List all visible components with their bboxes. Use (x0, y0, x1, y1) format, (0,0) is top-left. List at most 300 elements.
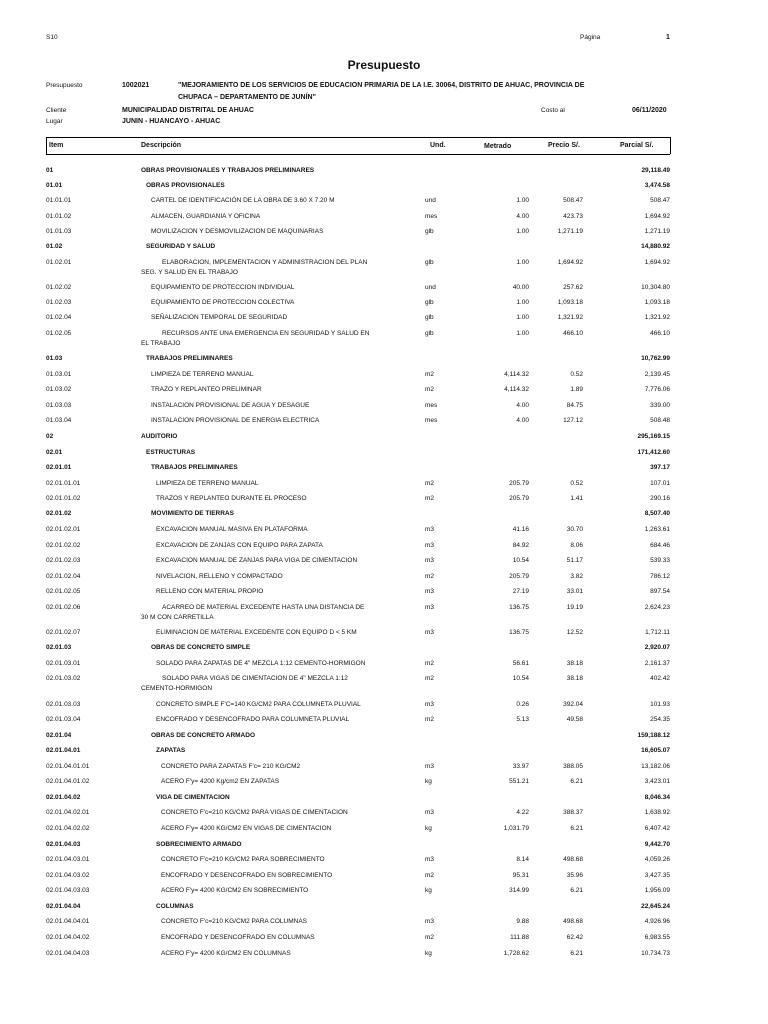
price-cell: 0.52 (570, 480, 583, 487)
description-cell: VIGA DE CIMENTACION (156, 794, 230, 801)
table-row (0, 181, 768, 190)
price-cell: 127.12 (563, 417, 583, 424)
item-cell: 02.01.02.06 (46, 604, 81, 611)
item-cell: 01.02.02 (46, 284, 72, 291)
description-cell: CONCRETO F'c=210 KG/CM2 PARA VIGAS DE CIMENTACION (161, 809, 348, 816)
column-header-und: Und. (430, 142, 446, 149)
description-cell: RECURSOS ANTE UNA EMERGENCIA EN SEGURIDAD Y SALUD EN EL TRABAJO (141, 330, 370, 347)
description-cell: SOBRECIMIENTO ARMADO (156, 841, 242, 848)
table-row (0, 572, 768, 581)
unit-cell: glb (425, 299, 434, 306)
unit-cell: m3 (425, 856, 435, 863)
price-cell: 1.41 (570, 495, 583, 502)
item-cell: 02.01.04.01 (46, 747, 81, 754)
table-row (0, 283, 768, 292)
description-cell: CONCRETO SIMPLE F'C=140 KG/CM2 PARA COLUMNETA PLUVIAL (156, 701, 361, 708)
table-row (0, 659, 768, 668)
price-cell: 49.58 (566, 716, 583, 723)
item-cell: 01.01.03 (46, 228, 72, 235)
table-row (0, 715, 768, 724)
metrado-cell: 1.00 (516, 330, 529, 337)
item-cell: 02.01.04.02.02 (46, 825, 90, 832)
table-row (0, 370, 768, 379)
metrado-cell: 1.00 (516, 299, 529, 306)
unit-cell: m3 (425, 604, 435, 611)
item-cell: 01 (46, 167, 54, 174)
table-header-bottom-border (46, 154, 670, 155)
partial-cell: 786.12 (650, 573, 670, 580)
description-cell: SEGURIDAD Y SALUD (146, 243, 216, 250)
item-cell: 01.02.01 (46, 259, 72, 266)
description-cell: ACARREO DE MATERIAL EXCEDENTE HASTA UNA DISTANCIA DE 30 M CON CARRETILLA (141, 604, 365, 621)
description-cell: ESTRUCTURAS (146, 449, 196, 456)
unit-cell: mes (425, 417, 438, 424)
item-cell: 02.01.04.04 (46, 903, 81, 910)
description-cell: CONCRETO PARA ZAPATAS F'c= 210 KG/CM2 (161, 763, 301, 770)
partial-cell: 1,694.92 (644, 213, 670, 220)
unit-cell: m3 (425, 918, 435, 925)
unit-cell: glb (425, 228, 434, 235)
item-cell: 02.01.03 (46, 644, 72, 651)
metrado-cell: 4.00 (516, 417, 529, 424)
partial-cell: 295,169.15 (637, 433, 670, 440)
table-row (0, 674, 768, 692)
metrado-cell: 1.00 (516, 259, 529, 266)
partial-cell: 2,920.07 (644, 644, 670, 651)
item-cell: 02.01.04.01.02 (46, 778, 90, 785)
item-cell: 02.01.03.03 (46, 701, 81, 708)
price-cell: 12.52 (566, 629, 583, 636)
unit-cell: m3 (425, 542, 435, 549)
price-cell: 1,321.92 (557, 314, 583, 321)
metrado-cell: 4.00 (516, 213, 529, 220)
metrado-cell: 33.97 (512, 763, 529, 770)
description-cell: ACERO F'y= 4200 KG/CM2 EN COLUMNAS (161, 950, 291, 957)
partial-cell: 29,118.49 (641, 167, 670, 174)
partial-cell: 1,712.11 (645, 629, 670, 636)
partial-cell: 684.46 (650, 542, 670, 549)
cliente-value: MUNICIPALIDAD DISTRITAL DE AHUAC (122, 107, 254, 114)
table-row (0, 416, 768, 425)
partial-cell: 402.42 (650, 675, 670, 682)
price-cell: 508.47 (563, 197, 583, 204)
partial-cell: 290.16 (650, 495, 670, 502)
partial-cell: 10,734.73 (641, 950, 670, 957)
partial-cell: 6,983.55 (644, 934, 670, 941)
table-row (0, 479, 768, 488)
unit-cell: kg (425, 778, 432, 785)
partial-cell: 2,161.37 (644, 660, 670, 667)
unit-cell: m2 (425, 660, 435, 667)
metrado-cell: 4,114.32 (504, 386, 529, 393)
partial-cell: 1,093.18 (644, 299, 670, 306)
description-cell: ALMACEN, GUARDIANIA Y OFICINA (151, 213, 261, 220)
description-cell: MOVIMIENTO DE TIERRAS (151, 510, 234, 517)
description-cell: COLUMNAS (156, 903, 194, 910)
table-row (0, 196, 768, 205)
table-row (0, 746, 768, 755)
partial-cell: 7,776.06 (644, 386, 670, 393)
description-cell: AUDITORIO (141, 433, 178, 440)
partial-cell: 107.01 (650, 480, 670, 487)
metrado-cell: 205.79 (509, 573, 529, 580)
price-cell: 423.73 (563, 213, 583, 220)
metrado-cell: 111.88 (510, 934, 529, 941)
description-cell: OBRAS DE CONCRETO ARMADO (151, 732, 256, 739)
item-cell: 02.01.04.02.01 (46, 809, 90, 816)
partial-cell: 397.17 (650, 464, 670, 471)
partial-cell: 101.93 (650, 701, 670, 708)
partial-cell: 3,423.01 (644, 778, 670, 785)
description-cell: TRABAJOS PRELIMINARES (146, 355, 233, 362)
metrado-cell: 1.00 (516, 228, 529, 235)
table-row (0, 242, 768, 251)
unit-cell: kg (425, 950, 432, 957)
item-cell: 02.01.04.01.01 (46, 763, 90, 770)
presupuesto-name-line2: CHUPACA – DEPARTAMENTO DE JUNÍN" (178, 94, 316, 101)
metrado-cell: 10.54 (512, 557, 529, 564)
table-row (0, 494, 768, 503)
description-cell: TRABAJOS PRELIMINARES (151, 464, 238, 471)
item-cell: 02.01.04.04.02 (46, 934, 90, 941)
description-cell: RELLENO CON MATERIAL PROPIO (156, 588, 264, 595)
price-cell: 6.21 (570, 825, 583, 832)
price-cell: 62.42 (566, 934, 583, 941)
price-cell: 1.89 (570, 386, 583, 393)
table-row (0, 463, 768, 472)
description-cell: TRAZOS Y REPLANTEO DURANTE EL PROCESO (156, 495, 307, 502)
table-row (0, 509, 768, 518)
table-row (0, 329, 768, 347)
metrado-cell: 314.99 (509, 887, 529, 894)
item-cell: 02.01 (46, 449, 63, 456)
unit-cell: m2 (425, 573, 435, 580)
item-cell: 01.02.04 (46, 314, 72, 321)
table-row (0, 643, 768, 652)
unit-cell: m3 (425, 588, 435, 595)
price-cell: 6.21 (570, 778, 583, 785)
price-cell: 466.10 (563, 330, 583, 337)
unit-cell: m2 (425, 480, 435, 487)
item-cell: 01.02 (46, 243, 63, 250)
unit-cell: m2 (425, 495, 435, 502)
table-row (0, 731, 768, 740)
item-cell: 01.02.05 (46, 330, 72, 337)
cliente-label: Cliente (46, 107, 67, 114)
table-row (0, 793, 768, 802)
table-top-border (46, 137, 670, 138)
item-cell: 02.01.04.03 (46, 841, 81, 848)
table-row (0, 700, 768, 709)
partial-cell: 4,059.26 (644, 856, 670, 863)
partial-cell: 1,638.92 (644, 809, 670, 816)
price-cell: 33.01 (566, 588, 583, 595)
table-row (0, 385, 768, 394)
page-number: 1 (666, 34, 670, 41)
metrado-cell: 205.79 (509, 480, 529, 487)
page-title: Presupuesto (347, 58, 421, 72)
table-row (0, 556, 768, 565)
item-cell: 02.01.02.05 (46, 588, 81, 595)
unit-cell: m3 (425, 557, 435, 564)
price-cell: 8.06 (570, 542, 583, 549)
item-cell: 02.01.04 (46, 732, 72, 739)
column-header-descripcion: Descripción (141, 142, 182, 149)
description-cell: LIMPIEZA DE TERRENO MANUAL (151, 371, 254, 378)
partial-cell: 159,188.12 (637, 732, 670, 739)
metrado-cell: 4,114.32 (504, 371, 529, 378)
unit-cell: m3 (425, 629, 435, 636)
metrado-cell: 4.22 (516, 809, 529, 816)
description-cell: OBRAS DE CONCRETO SIMPLE (151, 644, 251, 651)
item-cell: 02.01.04.03.02 (46, 872, 90, 879)
description-cell: MOVILIZACION Y DESMOVILIZACION DE MAQUINARIAS (151, 228, 324, 235)
description-cell: SOLADO PARA ZAPATAS DE 4" MEZCLA 1:12 CEMENTO-HORMIGON (156, 660, 366, 667)
partial-cell: 2,139.45 (644, 371, 670, 378)
table-row (0, 298, 768, 307)
metrado-cell: 136.75 (509, 629, 529, 636)
item-cell: 02.01.01 (46, 464, 72, 471)
price-cell: 498.68 (563, 856, 583, 863)
unit-cell: m2 (425, 371, 435, 378)
description-cell: EXCAVACION MANUAL DE ZANJAS PARA VIGA DE CIMENTACION (156, 557, 358, 564)
table-row (0, 840, 768, 849)
description-cell: ENCOFRADO Y DESENCOFRADO EN COLUMNAS (161, 934, 315, 941)
table-row (0, 628, 768, 637)
partial-cell: 4,926.96 (644, 918, 670, 925)
table-row (0, 166, 768, 175)
description-cell: ACERO F'y= 4200 KG/CM2 EN VIGAS DE CIMENTACION (161, 825, 332, 832)
metrado-cell: 205.79 (509, 495, 529, 502)
price-cell: 6.21 (570, 887, 583, 894)
table-row (0, 448, 768, 457)
metrado-cell: 27.19 (512, 588, 529, 595)
partial-cell: 8,507.40 (644, 510, 670, 517)
table-row (0, 603, 768, 621)
item-cell: 02.01.02.04 (46, 573, 81, 580)
metrado-cell: 8.14 (516, 856, 529, 863)
partial-cell: 1,263.61 (644, 526, 670, 533)
table-row (0, 808, 768, 817)
table-row (0, 587, 768, 596)
table-row (0, 933, 768, 942)
description-cell: CONCRETO F'c=210 KG/CM2 PARA COLUMNAS (161, 918, 308, 925)
partial-cell: 254.35 (650, 716, 670, 723)
partial-cell: 1,321.92 (644, 314, 670, 321)
description-cell: CONCRETO F'c=210 KG/CM2 PARA SOBRECIMIENTO (161, 856, 325, 863)
item-cell: 02 (46, 433, 54, 440)
partial-cell: 339.00 (650, 402, 670, 409)
price-cell: 84.75 (566, 402, 583, 409)
description-cell: SOLADO PARA VIGAS DE CIMENTACION DE 4" MEZCLA 1:12 CEMENTO-HORMIGON (141, 675, 348, 692)
metrado-cell: 40.00 (512, 284, 529, 291)
metrado-cell: 1,031.79 (503, 825, 529, 832)
unit-cell: und (425, 284, 436, 291)
description-cell: ZAPATAS (156, 747, 186, 754)
costo-date: 06/11/2020 (632, 107, 667, 114)
unit-cell: glb (425, 259, 434, 266)
table-row (0, 313, 768, 322)
partial-cell: 171,412.60 (637, 449, 670, 456)
description-cell: EQUIPAMIENTO DE PROTECCION INDIVIDUAL (151, 284, 295, 291)
description-cell: NIVELACION, RELLENO Y COMPACTADO (156, 573, 283, 580)
unit-cell: m3 (425, 809, 435, 816)
price-cell: 392.04 (563, 701, 583, 708)
unit-cell: kg (425, 887, 432, 894)
item-cell: 01.01.01 (46, 197, 72, 204)
metrado-cell: 1.00 (516, 314, 529, 321)
item-cell: 02.01.04.03.03 (46, 887, 90, 894)
lugar-label: Lugar (46, 118, 63, 125)
unit-cell: m2 (425, 716, 435, 723)
partial-cell: 3,427.35 (644, 872, 670, 879)
item-cell: 01.01.02 (46, 213, 72, 220)
item-cell: 01.01 (46, 182, 63, 189)
item-cell: 02.01.04.04.01 (46, 918, 90, 925)
price-cell: 51.17 (566, 557, 583, 564)
item-cell: 01.03.02 (46, 386, 72, 393)
table-row (0, 541, 768, 550)
metrado-cell: 10.54 (512, 675, 529, 682)
partial-cell: 16,605.07 (641, 747, 670, 754)
item-cell: 02.01.03.01 (46, 660, 81, 667)
item-cell: 02.01.03.02 (46, 675, 81, 682)
table-right-border (670, 137, 671, 154)
metrado-cell: 4.00 (516, 402, 529, 409)
description-cell: ELIMINACION DE MATERIAL EXCEDENTE CON EQUIPO D < 5 KM (156, 629, 357, 636)
description-cell: ELABORACION, IMPLEMENTACION Y ADMINISTRACION DEL PLAN SEG. Y SALUD EN EL TRABAJO (141, 259, 368, 276)
table-row (0, 212, 768, 221)
item-cell: 01.03.04 (46, 417, 72, 424)
metrado-cell: 5.13 (516, 716, 529, 723)
item-cell: 01.02.03 (46, 299, 72, 306)
metrado-cell: 9.88 (516, 918, 529, 925)
partial-cell: 508.47 (650, 197, 670, 204)
table-row (0, 886, 768, 895)
table-row (0, 258, 768, 276)
column-header-metrado: Metrado (484, 143, 512, 150)
unit-cell: und (425, 197, 436, 204)
price-cell: 1,694.92 (557, 259, 583, 266)
lugar-value: JUNIN - HUANCAYO - AHUAC (122, 118, 221, 125)
table-row (0, 917, 768, 926)
description-cell: INSTALACION PROVISIONAL DE ENERGIA ELECTRICA (151, 417, 320, 424)
unit-cell: kg (425, 825, 432, 832)
price-cell: 257.62 (563, 284, 583, 291)
item-cell: 02.01.02 (46, 510, 72, 517)
column-header-precio: Precio S/. (548, 142, 580, 149)
price-cell: 1,093.18 (557, 299, 583, 306)
table-row (0, 871, 768, 880)
presupuesto-code: 1002021 (122, 82, 150, 89)
partial-cell: 539.33 (650, 557, 670, 564)
price-cell: 35.96 (566, 872, 583, 879)
partial-cell: 22,645.24 (641, 903, 670, 910)
unit-cell: m2 (425, 934, 435, 941)
metrado-cell: 95.31 (512, 872, 529, 879)
partial-cell: 2,624.23 (644, 604, 670, 611)
partial-cell: 14,880.92 (641, 243, 670, 250)
unit-cell: mes (425, 213, 438, 220)
unit-cell: m3 (425, 526, 435, 533)
table-row (0, 401, 768, 410)
item-cell: 02.01.03.04 (46, 716, 81, 723)
column-header-item: Item (49, 142, 64, 149)
item-cell: 01.03.01 (46, 371, 72, 378)
item-cell: 02.01.04.02 (46, 794, 81, 801)
metrado-cell: 1,728.62 (503, 950, 529, 957)
table-row (0, 227, 768, 236)
price-cell: 1,271.19 (557, 228, 583, 235)
description-cell: INSTALACION PROVISIONAL DE AGUA Y DESAGUE (151, 402, 310, 409)
partial-cell: 6,407.42 (644, 825, 670, 832)
unit-cell: m2 (425, 386, 435, 393)
metrado-cell: 551.21 (509, 778, 529, 785)
description-cell: SEÑALIZACION TEMPORAL DE SEGURIDAD (151, 314, 288, 321)
table-row (0, 762, 768, 771)
description-cell: TRAZO Y REPLANTEO PRELIMINAR (151, 386, 262, 393)
report-code: S10 (46, 34, 58, 41)
partial-cell: 1,956.09 (644, 887, 670, 894)
description-cell: OBRAS PROVISIONALES Y TRABAJOS PRELIMINARES (141, 167, 315, 174)
costo-label: Costo al (541, 107, 565, 114)
description-cell: CARTEL DE IDENTIFICACIÓN DE LA OBRA DE 3.60 X 7.20 M (151, 197, 335, 204)
price-cell: 19.19 (566, 604, 583, 611)
metrado-cell: 136.75 (509, 604, 529, 611)
partial-cell: 3,474.58 (644, 182, 670, 189)
table-row (0, 777, 768, 786)
description-cell: OBRAS PROVISIONALES (146, 182, 225, 189)
partial-cell: 897.54 (650, 588, 670, 595)
metrado-cell: 84.92 (512, 542, 529, 549)
partial-cell: 13,182.06 (641, 763, 670, 770)
description-cell: EXCAVACION DE ZANJAS CON EQUIPO PARA ZAPATA (156, 542, 323, 549)
price-cell: 6.21 (570, 950, 583, 957)
description-cell: ACERO F'y= 4200 KG/CM2 EN SOBRECIMIENTO (161, 887, 309, 894)
unit-cell: glb (425, 314, 434, 321)
description-cell: ENCOFRADO Y DESENCOFRADO PARA COLUMNETA PLUVIAL (156, 716, 350, 723)
unit-cell: m2 (425, 872, 435, 879)
description-cell: ACERO F'y= 4200 Kg/cm2 EN ZAPATAS (161, 778, 280, 785)
column-header-parcial: Parcial S/. (620, 142, 654, 149)
table-row (0, 432, 768, 441)
unit-cell: m3 (425, 763, 435, 770)
price-cell: 38.18 (566, 675, 583, 682)
unit-cell: m3 (425, 701, 435, 708)
item-cell: 02.01.04.04.03 (46, 950, 90, 957)
table-row (0, 824, 768, 833)
description-cell: EQUIPAMIENTO DE PROTECCION COLECTIVA (151, 299, 295, 306)
partial-cell: 10,762.99 (641, 355, 670, 362)
metrado-cell: 1.00 (516, 197, 529, 204)
table-row (0, 855, 768, 864)
description-cell: LIMPIEZA DE TERRENO MANUAL (156, 480, 259, 487)
unit-cell: m2 (425, 675, 435, 682)
partial-cell: 9,442.70 (644, 841, 670, 848)
item-cell: 02.01.01.02 (46, 495, 81, 502)
partial-cell: 466.10 (650, 330, 670, 337)
table-row (0, 354, 768, 363)
partial-cell: 1,694.92 (644, 259, 670, 266)
item-cell: 02.01.01.01 (46, 480, 81, 487)
item-cell: 02.01.02.02 (46, 542, 81, 549)
price-cell: 30.70 (566, 526, 583, 533)
table-row (0, 902, 768, 911)
table-left-border (46, 137, 47, 154)
metrado-cell: 0.26 (516, 701, 529, 708)
metrado-cell: 56.61 (512, 660, 529, 667)
item-cell: 01.03 (46, 355, 63, 362)
